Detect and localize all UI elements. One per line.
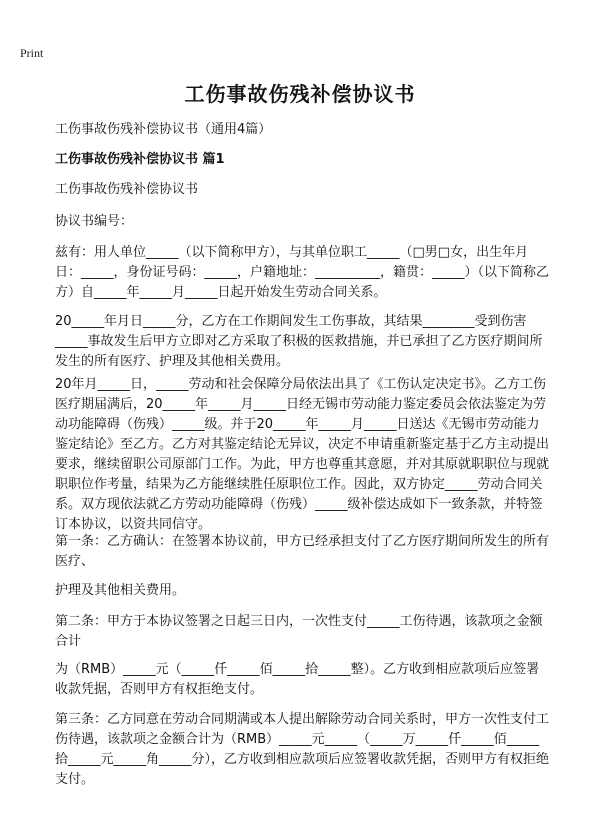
paragraph-accident: 20_____年月日_____分，乙方在工作期间发生工伤事故，其结果________受到伤害_____事故发生后甲方立即对乙方采取了积极的医救措施，并已承担了乙方医疗期间所发生的所有医疗、护理及其他相关费用。	[55, 314, 543, 369]
document-title: 工伤事故伤残补偿协议书	[184, 82, 416, 106]
article-3: 第三条：乙方同意在劳动合同期满或本人提出解除劳动合同关系时，甲方一次性支付工伤待遇，该款项之金额合计为（RMB）_____元_____（_____万_____仟_____佰_____拾_____元_____角_____分），乙方收到相应款项后应签署收款凭据，否则甲方有权拒绝支付。	[55, 712, 550, 787]
print-link[interactable]: Print	[20, 46, 44, 60]
section-heading: 工伤事故伤残补偿协议书 篇1	[55, 152, 225, 167]
paragraph-identification: 20年月_____日，_____劳动和社会保障分局依法出具了《工伤认定决定书》。乙方工伤医疗期届满后，20_____年_____月_____日经无锡市劳动能力鉴定委员会依法鉴定为劳动功能障碍（伤残）_____级。并于20_____年_____月_____日送达《无锡市劳动能力鉴定结论》至乙方。乙方对其鉴定结论无异议，决定不申请重新鉴定基于乙方主动提出要求，继续留职公司原部门工作。为此，甲方也尊重其意愿，并对其原就职职位与现就职职位作考量，结果为乙方能继续胜任原职位工作。因此，双方协定_____劳动合同关系。双方现依法就乙方劳动功能障碍（伤残）_____级补偿达成如下一致条款，并特签订本协议，以资共同信守。	[55, 377, 550, 532]
article-1-part-2: 护理及其他相关费用。	[55, 583, 186, 598]
article-2-part-2: 为（RMB）_____元（_____仟_____佰_____拾_____整）。乙方收到相应款项后应签署收款凭据，否则甲方有权拒绝支付。	[55, 662, 540, 697]
paragraph-parties: 兹有：用人单位_____（以下简称甲方），与其单位职工_____（□男□女，出生年月日：_____，身份证号码：_____，户籍地址：__________，籍贯：_____）（以下简称乙方）自_____年_____月_____日起开始发生劳动合同关系。	[55, 245, 550, 300]
article-1-part-1: 第一条：乙方确认：在签署本协议前，甲方已经承担支付了乙方医疗期间所发生的所有医疗、	[55, 534, 550, 569]
article-2-part-1: 第二条：甲方于本协议签署之日起三日内，一次性支付_____工伤待遇，该款项之金额合计	[55, 614, 543, 649]
document-name: 工伤事故伤残补偿协议书	[55, 182, 199, 197]
agreement-number: 协议书编号：	[55, 214, 134, 229]
document-subtitle: 工伤事故伤残补偿协议书（通用4篇）	[55, 122, 272, 137]
